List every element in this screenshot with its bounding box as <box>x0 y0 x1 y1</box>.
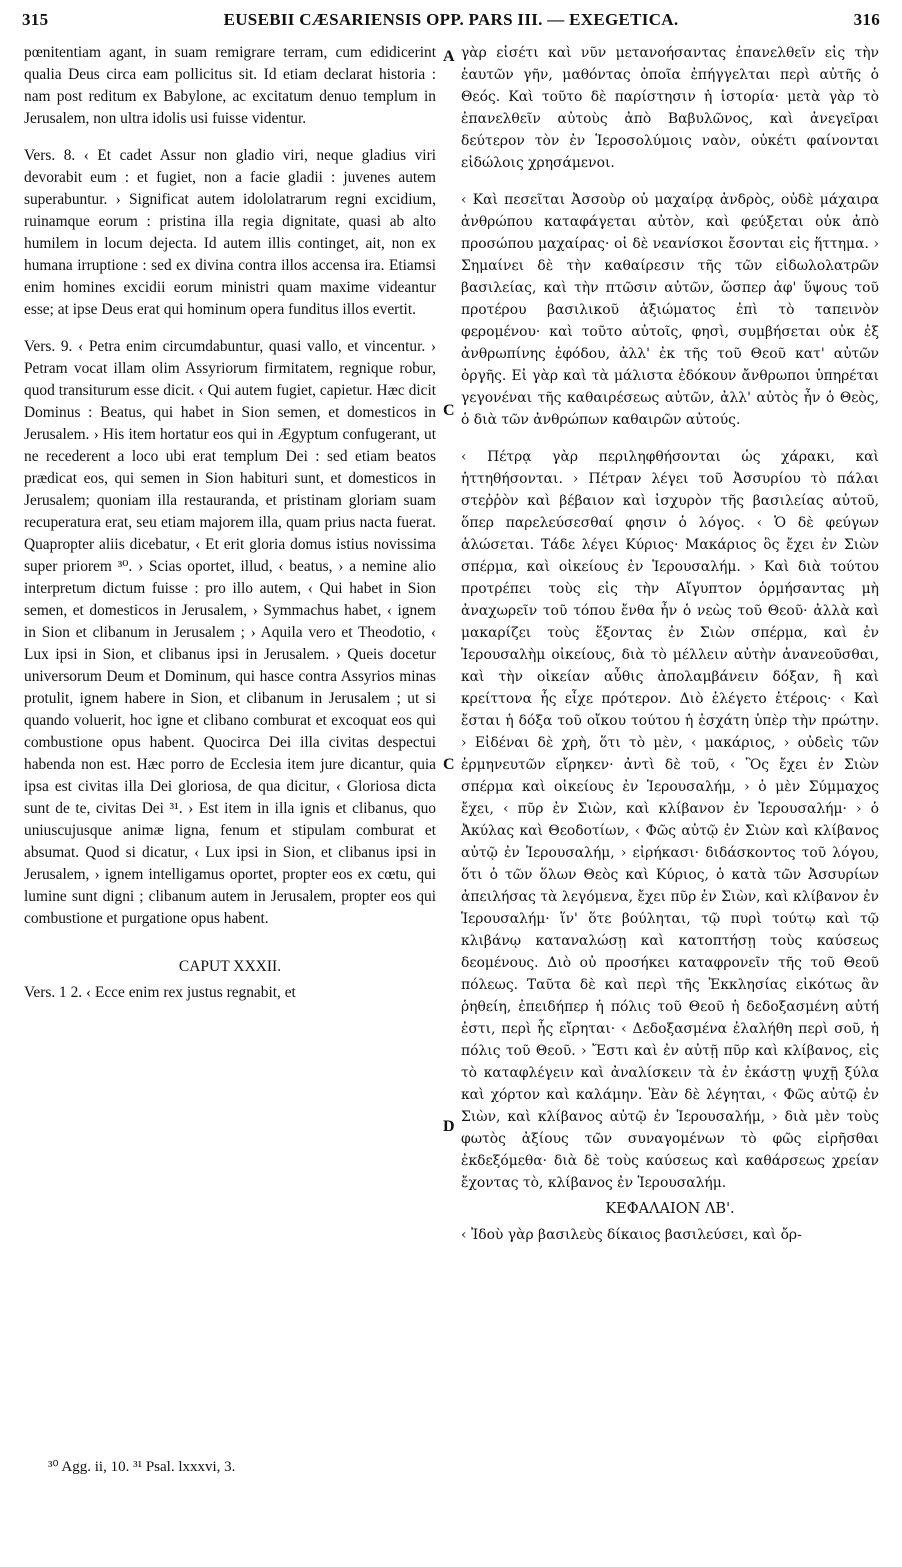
greek-paragraph-vers-8: ‹ Καὶ πεσεῖται Ἀσσοὺρ οὐ μαχαίρᾳ ἀνδρὸς, οὐδὲ μάχαιρα ἀνθρώπου καταφάγεται αὐτὸν, καὶ φεύξεται οὐκ ἀπὸ προσώπου μαχαίρας· οἱ δὲ νεανίσκοι ἔσονται εἰς ἥττημα. › Σημαίνει δὲ τὴν καθαίρεσιν τῆς τῶν εἰδωλολατρῶν βασιλείας, καὶ τὴν πτῶσιν αὐτῶν, ὥσπερ ἀφ' ὕψους τοῦ προτέρου βασιλικοῦ ἀξιώματος ἐπὶ τὸ ταπεινὸν φερομένου· καὶ τοῦτο αὐτοῖς, φησὶ, συμβήσεται οὐκ ἐξ ἀνθρωπίνης ἐφόδου, ἀλλ' ἐκ τῆς τοῦ Θεοῦ κατ' αὐτῶν ὀργῆς. Εἰ γὰρ καὶ τὰ μάλιστα ἐδόκουν ἄνθρωποι ὑπηρέται γεγονέναι τῆς καθαιρέσεως αὐτῶν, ἀλλ' αὐτὸς ἦν ὁ Θεὸς, ὁ διὰ τῶν ἀνθρώπων καθαιρῶν αὐτούς. <box>461 192 879 428</box>
page-header <box>22 10 880 34</box>
running-title: EUSEBII CÆSARIENSIS OPP. PARS III. — EXEGETICA. <box>223 10 679 29</box>
page-number-left: 315 <box>22 10 49 29</box>
margin-marker-c-2: C <box>443 756 455 773</box>
margin-marker-c-1: C <box>443 402 455 419</box>
greek-paragraph-1: γὰρ εἰσέτι καὶ νῦν μετανοήσαντας ἐπανελθεῖν εἰς τὴν ἑαυτῶν γῆν, μαθόντας ὁποῖα ἐπήγγελται περὶ αὐτῆς ὁ Θεός. Καὶ τοῦτο δὲ παρίστησιν ἡ ἱστορία· μετὰ γὰρ τὸ ἐπανελθεῖν αὐτοὺς ἀπὸ Βαβυλῶνος, καὶ ἀνεγεῖραι δεύτερον τὸν ἐν Ἱεροσολύμοις ναὸν, οὐκέτι φαίνονται εἰδώλοις χρησάμενοι. <box>461 45 879 171</box>
latin-column <box>24 42 436 1004</box>
greek-column <box>461 42 879 1246</box>
greek-chapter-heading: ΚΕΦΑΛΑΙΟΝ ΛΒ'. <box>605 1201 735 1217</box>
page-number-right: 316 <box>853 10 880 29</box>
greek-paragraph-vers-1-2: ‹ Ἰδοὺ γὰρ βασιλεὺς δίκαιος βασιλεύσει, καὶ ὄρ- <box>461 1227 802 1243</box>
margin-marker-a: A <box>443 48 455 65</box>
footnotes: ³⁰ Agg. ii, 10. ³¹ Psal. lxxxvi, 3. <box>48 1459 236 1475</box>
latin-chapter-heading: CAPUT XXXII. <box>178 958 282 975</box>
latin-paragraph-vers-1-2: Vers. 1 2. ‹ Ecce enim rex justus regnabit, et <box>24 984 296 1001</box>
latin-paragraph-1: pœnitentiam agant, in suam remigrare terram, cum edidicerint qualia Deus circa eam pollicitus sit. Id etiam declarat historia : nam post reditum ex Babylone, ac excitatum denuo templum in Jerusalem, non ultra idolis usi fuisse videntur. <box>24 44 436 127</box>
latin-paragraph-vers-8: Vers. 8. ‹ Et cadet Assur non gladio viri, neque gladius viri devorabit eum : et fugiet, non a facie gladii : juvenes autem superabuntur. › Significat autem idololatrarum regni excidium, ruinamque eorum : pristina illa regia dignitate, quasi ab alto humilem in locum dejecta. Id autem illis continget, ait, non ex humana irruptione : sed ex divina contra illos accensa ira. Etiamsi enim homines excidii eorum ministri quam maxime videantur esse; at ipse Deus erat qui hominum opera funditus illos evertit. <box>24 147 436 318</box>
greek-paragraph-vers-9: ‹ Πέτρᾳ γὰρ περιληφθήσονται ὡς χάρακι, καὶ ἡττηθήσονται. › Πέτραν λέγει τοῦ Ἀσσυρίου τὸ πάλαι στεῤῥὸν καὶ βέβαιον καὶ ἰσχυρὸν τῆς βασιλείας αὐτοῦ, ὅπερ παρελεύσεσθαί φησιν ὁ λόγος. ‹ Ὁ δὲ φεύγων ἁλώσεται. Τάδε λέγει Κύριος· Μακάριος ὃς ἔχει ἐν Σιὼν σπέρμα, καὶ οἰκείους ἐν Ἱερουσαλήμ. › Καὶ διὰ τούτου προτρέπει τοὺς εἰς τὴν Αἴγυπτον ὁρμήσαντας μὴ ἀναχωρεῖν τοῦ τόπου ἔνθα ἦν ὁ νεὼς τοῦ Θεοῦ· ἀλλὰ καὶ μακαρίζει τοὺς ἕξοντας ἐν Σιὼν σπέρμα, καὶ ἐν Ἱερουσαλὴμ οἰκείους, διὰ τὸ μέλλειν αὐτὴν ἀνανεοῦσθαι, καὶ τὴν οἰκείαν αὖθις ἀπολαμβάνειν δόξαν, ἢ καὶ κρείττονα ἧς εἶχε πρότερον. Διὸ ἐλέγετο ἑτέροις· ‹ Καὶ ἔσται ἡ δόξα τοῦ οἴκου τούτου ἡ ἐσχάτη ὑπὲρ τὴν πρώτην. › Εἰδέναι δὲ χρὴ, ὅτι τὸ μὲν, ‹ μακάριος, › οὐδεὶς τῶν ἑρμηνευτῶν εἴρηκεν· ἀντὶ δὲ τοῦ, ‹ Ὃς ἔχει ἐν Σιὼν σπέρμα καὶ οἰκείους ἐν Ἱερουσαλήμ, › ὁ μὲν Σύμμαχος ἔχει, ‹ πῦρ ἐν Σιὼν, καὶ κλίβανον ἐν Ἱερουσαλήμ· › ὁ Ἀκύλας καὶ Θεοδοτίων, ‹ Φῶς αὐτῷ ἐν Σιὼν καὶ κλίβανος αὐτῷ ἐν Ἱερουσαλήμ, › εἰρήκασι· διδάσκοντος τοῦ λόγου, ὅτι ὁ τῶν ὅλων Θεὸς καὶ Κύριος, ὁ κατὰ τῶν Ἀσσυρίων ἀπειλήσας τὰ λεγόμενα, ἔχει πῦρ ἐν Σιὼν, καὶ κλίβανον ἐν Ἱερουσαλήμ· ἵν' ὅτε βούληται, τῷ πυρὶ τούτῳ καὶ τῷ κλιβάνῳ καταναλώσῃ καὶ κατοπτήσῃ τοὺς καύσεως δεομένους. Διὸ οὐ προσήκει καταφρονεῖν τῆς τοῦ Θεοῦ πόλεως. Ταῦτα δὲ καὶ περὶ τῆς Ἐκκλησίας εἰκότως ἂν ῥηθείη, ἐπειδήπερ ἡ πόλις τοῦ Θεοῦ ἡ δεδοξασμένη αὐτή ἐστι, περὶ ἧς εἴρηται· ‹ Δεδοξασμένα ἐλαλήθη περὶ σοῦ, ἡ πόλις τοῦ Θεοῦ. › Ἔστι καὶ ἐν αὐτῇ πῦρ καὶ κλίβανος, εἰς τὸ καταφλέγειν καὶ ἀναλίσκειν τὰ ἐν ἑκάστῃ ψυχῇ ξύλα καὶ χόρτον καὶ καλάμην. Ἐὰν δὲ λέγηται, ‹ Φῶς αὐτῷ ἐν Σιὼν, καὶ κλίβανος αὐτῷ ἐν Ἱερουσαλήμ, › διὰ μὲν τοὺς φωτὸς ἀξίους τῶν συναγομένων τὸ φῶς εἰρῆσθαι ἐκδεξόμεθα· διὰ δὲ τοὺς καύσεως καὶ καθάρσεως χρείαν ἔχοντας τὸ, κλίβανος ἐν Ἱερουσαλήμ. <box>461 449 879 1191</box>
latin-paragraph-vers-9: Vers. 9. ‹ Petra enim circumdabuntur, quasi vallo, et vincentur. › Petram vocat illam olim Assyriorum firmitatem, regnique robur, quod transiturum esse dicit. ‹ Qui autem fugiet, capietur. Hæc dicit Dominus : Beatus, qui habet in Sion semen, et domesticos in Jerusalem. › His item hortatur eos qui in Ægyptum confugerant, ut ne recederent a loco ubi erat templum Dei : sed etiam beatos prædicat eos, qui semen in Sion habituri sunt, et domesticos in Jerusalem; quoniam illa restauranda, et pristinam gloriam suam recuperatura erat, seu etiam majorem illa, quam prius nacta fuerat. Quapropter aliis dicebatur, ‹ Et erit gloria domus istius novissima super priorem ³⁰. › Scias oportet, illud, ‹ beatus, › a nemine alio interpretum dictum fuisse : pro illo autem, ‹ Qui habet in Sion semen, et domesticos in Jerusalem, › Symmachus habet, ‹ ignem in Sion et clibanum in Jerusalem ; › Aquila vero et Theodotio, ‹ Lux ipsi in Sion, et clibanus ipsi in Jerusalem. › Queis docetur universorum Deum et Dominum, qui hasce contra Assyrios minas protulit, ignem habere in Sion, et clibanum in Jerusalem ; ut si quando voluerit, hoc igne et clibano comburat et excoquat eos qui combustione opus habent. Quocirca Dei illa civitas despectui habenda non est. Hæc porro de Ecclesia item jure dicantur, quia ipsa est civitas illa Dei gloriosa, de qua dicitur, ‹ Gloriosa dicta sunt de te, civitas Dei ³¹. › Est item in illa ignis et clibanus, quo uniuscujusque animæ ligna, fenum et stipulam comburat et absumat. Quod si dicatur, ‹ Lux ipsi in Sion, et clibanus ipsi in Jerusalem, › ignem intelligamus oportet, propter eos ex cœtu, qui lumine sunt digni ; clibanum autem in Jerusalem, propter eos qui combustione et purgatione opus habent. <box>24 338 436 927</box>
margin-marker-d: D <box>443 1118 455 1135</box>
